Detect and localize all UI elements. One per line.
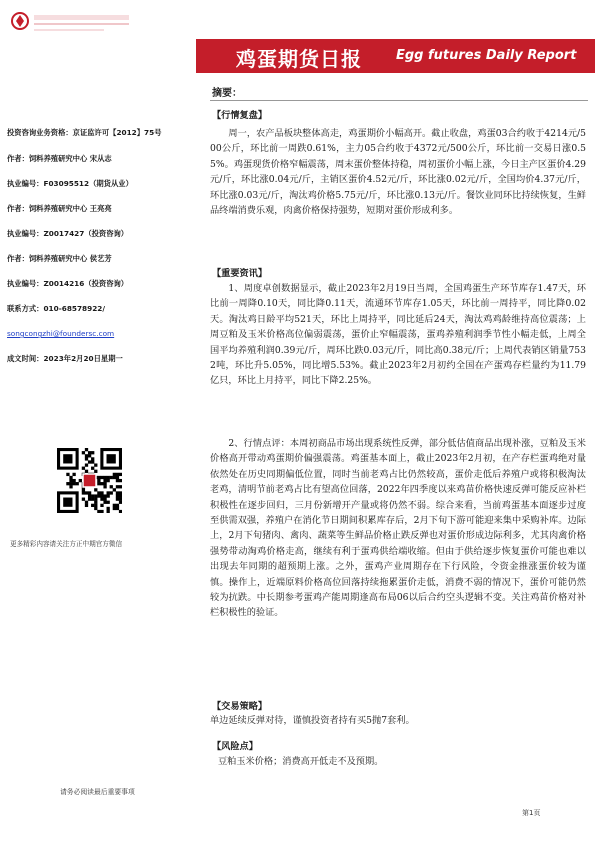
market-review-paragraph: 周一，农产品板块整体高走，鸡蛋期价小幅高开。截止收盘，鸡蛋03合约收于4214元/500公斤，环比前一周跌0.61%，主力05合约收于4372元/500公斤，环比前一交易日涨0.55%。鸡蛋现货价格窄幅震荡，周末蛋价整体持稳，周初蛋价小幅上涨，今日主产区蛋价4.29元/斤，环比涨0.04元/斤，主销区蛋价4.52元/斤，环比涨0.02元/斤，全国均价4.37元/斤，环比涨0.03元/斤，淘汰鸡价格5.75元/斤，环比涨0.13元/斤。餐饮业同环比持续恢复，生鲜品终端消费乐观，肉禽价格保持强势，短期对蛋价形成利多。 (210, 128, 586, 217)
section-news: 【重要资讯】 (212, 268, 268, 279)
report-title-cn: 鸡蛋期货日报 (236, 47, 362, 71)
comment-paragraph: 2、行情点评：本周初商品市场出现系统性反弹，部分低估值商品出现补涨，豆粕及玉米价格高开带动鸡蛋期价偏强震荡。鸡蛋基本面上，截止2023年2月初，在产存栏蛋鸡绝对量依然处在历史同期偏低位置，同时当前老鸡占比仍然较高，蛋价走低后养殖户或将积极淘汰老鸡，清明节前老鸡占比有望高位回落，2022年四季度以来鸡苗价格快速反弹可能反应补栏积极性在逐步回归，三月份新增开产量或将仍然不弱。综合来看，当前鸡蛋基本面逐步过度至供需双强，养殖户在消化节日期间积累库存后，2月下旬下游可能迎来集中采购补库。边际上，2月下旬猪肉、禽肉、蔬菜等生鲜品价格止跌反弹也对蛋价形成边际利多，尤其肉禽价格强势带动淘鸡价格走高，继续有利于蛋鸡供给端收缩。但由于供给逐步恢复蛋价可能也难以出现去年同期的超预期上涨。之外，蛋鸡产业周期存在下行风险，令资金推涨蛋价较为谨慎。操作上，近端原料价格高位回落持续拖累蛋价走低，消费不弱的情况下，蛋价可能仍然较为抗跌。中长期参考蛋鸡产能周期逢高布局06以后合约空头逻辑不变。关注鸡苗价格对补栏积极性的验证。 (210, 438, 586, 619)
qr-caption: 更多精彩内容请关注方正中期官方微信 (10, 540, 123, 548)
abstract-title: 摘要： (212, 88, 242, 99)
author-3-name: 作者：饲料养殖研究中心 侯艺芳 (7, 254, 112, 263)
section-market-review: 【行情复盘】 (212, 110, 268, 121)
strategy-paragraph: 单边延续反弹对待，谨慎投资者持有买5抛7套利。 (210, 715, 415, 726)
author-2-name: 作者：饲料养殖研究中心 王亮亮 (7, 204, 112, 213)
company-logo (10, 8, 140, 38)
report-date: 成文时间：2023年2月20日星期一 (7, 354, 123, 363)
risk-paragraph: 豆粕玉米价格；消费高开低走不及预期。 (218, 756, 384, 767)
report-banner (196, 39, 595, 73)
disclaimer-note: 请务必阅读最后重要事项 (60, 788, 135, 796)
wechat-qr-code (57, 448, 122, 513)
author-1-license: 执业编号：F03095512（期货从业） (7, 179, 133, 188)
section-risk: 【风险点】 (212, 741, 258, 752)
abstract-divider (210, 100, 588, 101)
section-strategy: 【交易策略】 (212, 701, 268, 712)
qualification-line: 投资咨询业务资格：京证监许可【2012】75号 (7, 128, 162, 137)
contact-email-link[interactable]: songcongzhi@foundersc.com (7, 329, 115, 338)
author-1-name: 作者：饲料养殖研究中心 宋从志 (7, 154, 112, 163)
page-number: 第1页 (522, 809, 541, 817)
report-title-en: Egg futures Daily Report (396, 48, 577, 63)
contact-phone: 联系方式：010-68578922/ (7, 304, 106, 313)
news-paragraph: 1、周度卓创数据显示，截止2023年2月19日当周，全国鸡蛋生产环节库存1.47天，环比前一周降0.10天，同比降0.11天，流通环节库存1.05天，环比前一周持平，同比降0.02天。淘汰鸡日龄平均521天，环比上周持平，同比延后24天，淘汰鸡鸡龄维持高位震荡；上周豆粕及玉米价格高位偏弱震荡，蛋价止窄幅震荡，蛋鸡养殖利润季节性小幅走低，上周全国平均养殖利润0.39元/斤，周环比跌0.03元/斤，同比高0.38元/斤；上周代表销区销量7532吨，环比升5.05%，同比增5.53%。截止2023年2月初约全国在产蛋鸡存栏量约为11.79亿只，环比上月持平，同比下降2.25%。 (210, 283, 586, 387)
author-3-license: 执业编号：Z0014216（投资咨询） (7, 279, 129, 288)
author-2-license: 执业编号：Z0017427（投资咨询） (7, 229, 129, 238)
